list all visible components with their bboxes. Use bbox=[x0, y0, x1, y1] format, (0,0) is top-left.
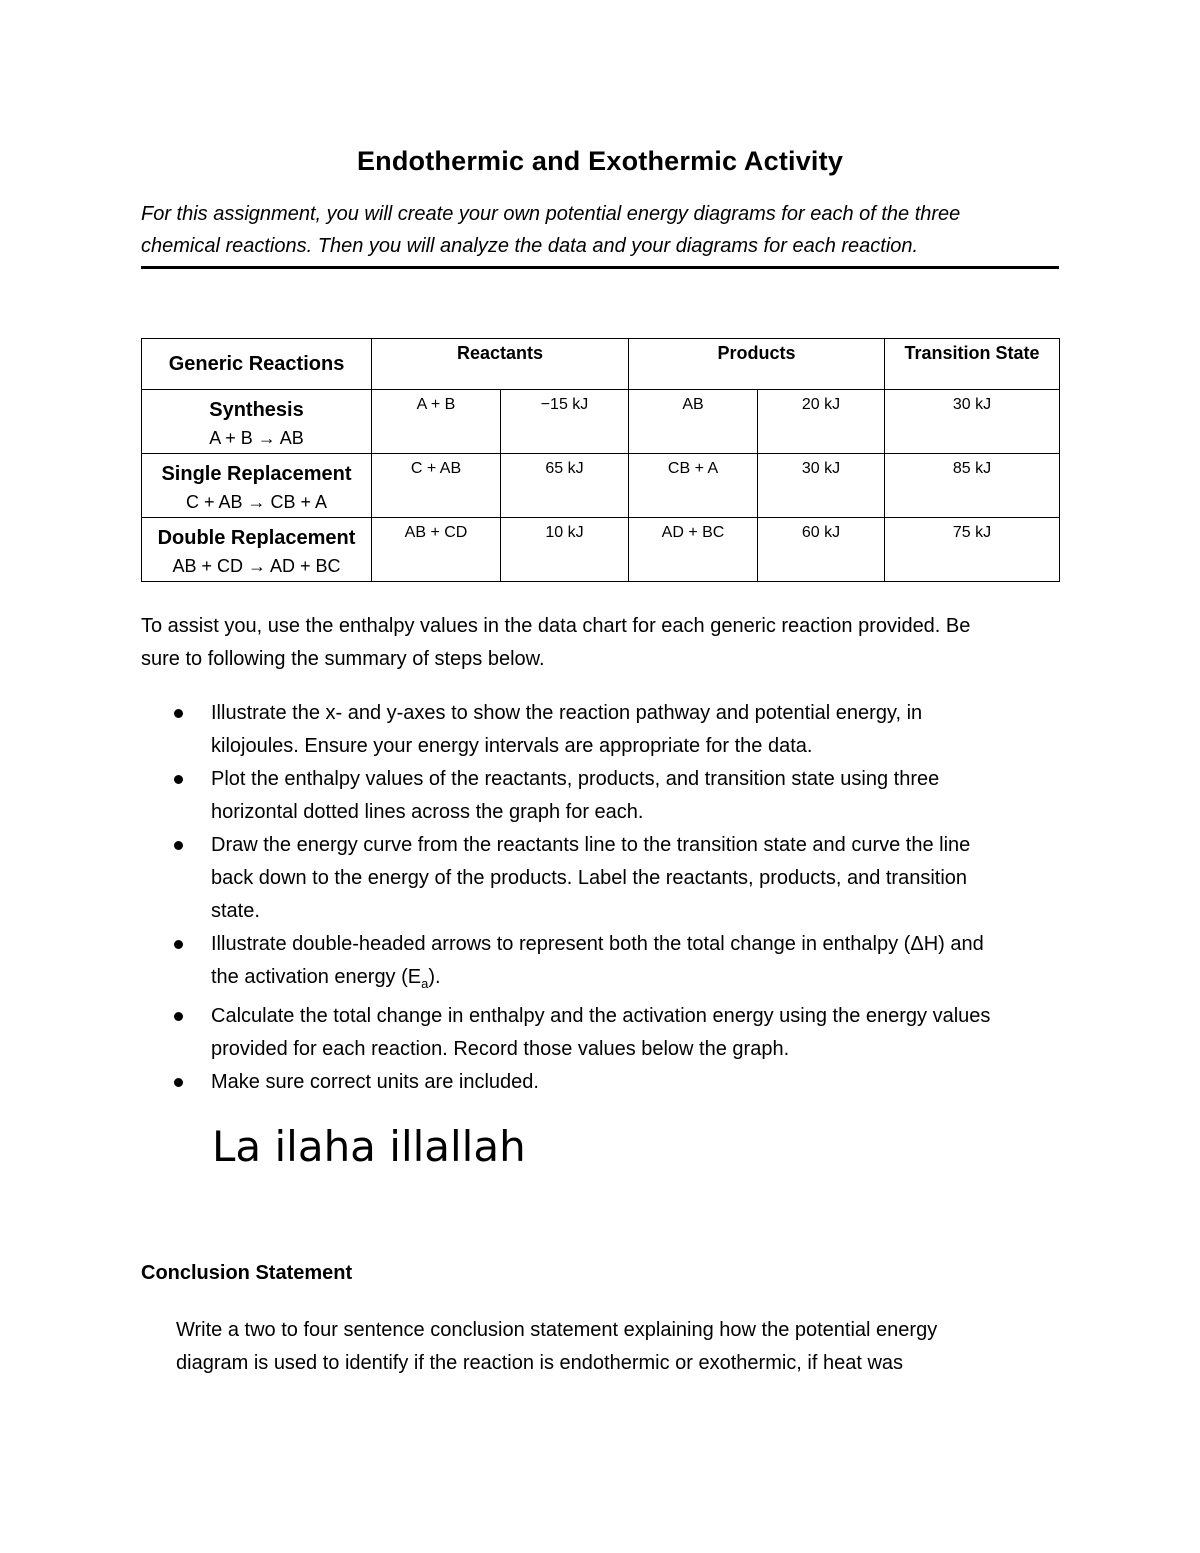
page-title: Endothermic and Exothermic Activity bbox=[356, 146, 844, 176]
table-row bbox=[142, 454, 1060, 518]
reaction-name: Synthesis bbox=[209, 399, 304, 421]
list-item bbox=[211, 928, 1081, 1000]
reaction-name: Single Replacement bbox=[161, 463, 352, 485]
steps-list bbox=[211, 697, 1081, 1099]
step-text: ). bbox=[428, 966, 441, 988]
header-generic-reactions: Generic Reactions bbox=[142, 339, 372, 390]
header-reactants: Reactants bbox=[372, 339, 629, 390]
step-line: kilojoules. Ensure your energy intervals are appropriate for the data. bbox=[211, 735, 813, 757]
list-item bbox=[211, 697, 1081, 763]
subscript-a: a bbox=[421, 976, 429, 991]
product-energy-cell: 60 kJ bbox=[758, 518, 885, 582]
reactant-cell: AB + CD bbox=[372, 518, 501, 582]
reaction-equation: A + B → AB bbox=[209, 428, 304, 448]
reactant-cell: C + AB bbox=[372, 454, 501, 518]
list-item bbox=[211, 763, 1081, 829]
transition-energy-cell: 30 kJ bbox=[885, 390, 1060, 454]
list-item bbox=[211, 1000, 1081, 1066]
conclusion-heading: Conclusion Statement bbox=[141, 1262, 353, 1284]
assist-paragraph bbox=[141, 610, 1071, 676]
assist-line: sure to following the summary of steps below. bbox=[141, 648, 545, 670]
table-header-row bbox=[142, 339, 1060, 390]
step-line: provided for each reaction. Record those values below the graph. bbox=[211, 1038, 790, 1060]
reactant-energy-cell: 10 kJ bbox=[501, 518, 629, 582]
conclusion-line: diagram is used to identify if the reaction is endothermic or exothermic, if heat was bbox=[176, 1352, 904, 1374]
step-line: Draw the energy curve from the reactants line to the transition state and curve the line bbox=[211, 834, 971, 856]
table-row bbox=[142, 518, 1060, 582]
product-energy-cell: 20 kJ bbox=[758, 390, 885, 454]
intro-paragraph bbox=[141, 198, 1059, 269]
product-cell: AB bbox=[629, 390, 758, 454]
reactant-energy-cell: −15 kJ bbox=[501, 390, 629, 454]
step-line: Plot the enthalpy values of the reactants, products, and transition state using three bbox=[211, 768, 940, 790]
conclusion-paragraph bbox=[176, 1314, 1076, 1380]
reaction-equation: AB + CD → AD + BC bbox=[172, 556, 341, 576]
reaction-name-cell bbox=[142, 454, 372, 518]
transition-energy-cell: 85 kJ bbox=[885, 454, 1060, 518]
product-cell: CB + A bbox=[629, 454, 758, 518]
step-line: Make sure correct units are included. bbox=[211, 1071, 539, 1093]
list-item bbox=[211, 829, 1081, 928]
product-energy-cell: 30 kJ bbox=[758, 454, 885, 518]
reaction-name-cell bbox=[142, 390, 372, 454]
large-text: La ilaha illallah bbox=[212, 1122, 526, 1171]
step-line: horizontal dotted lines across the graph for each. bbox=[211, 801, 644, 823]
intro-line: For this assignment, you will create your own potential energy diagrams for each of the three bbox=[141, 203, 961, 225]
step-line: Calculate the total change in enthalpy and the activation energy using the energy values bbox=[211, 1005, 991, 1027]
table-row bbox=[142, 390, 1060, 454]
reaction-name: Double Replacement bbox=[157, 527, 356, 549]
reaction-equation: C + AB → CB + A bbox=[185, 492, 328, 512]
step-line: back down to the energy of the products. Label the reactants, products, and transition bbox=[211, 867, 968, 889]
step-line: state. bbox=[211, 900, 260, 922]
reactant-cell: A + B bbox=[372, 390, 501, 454]
reactant-energy-cell: 65 kJ bbox=[501, 454, 629, 518]
reaction-name-cell bbox=[142, 518, 372, 582]
header-products: Products bbox=[629, 339, 885, 390]
step-line: Illustrate double-headed arrows to represent both the total change in enthalpy (ΔH) and bbox=[211, 933, 984, 955]
list-item bbox=[211, 1066, 1081, 1099]
assist-line: To assist you, use the enthalpy values in the data chart for each generic reaction provided. Be bbox=[141, 615, 971, 637]
step-line bbox=[211, 961, 1081, 1000]
step-line: Illustrate the x- and y-axes to show the reaction pathway and potential energy, in bbox=[211, 702, 923, 724]
step-text: the activation energy (E bbox=[211, 966, 422, 988]
transition-energy-cell: 75 kJ bbox=[885, 518, 1060, 582]
header-transition-state: Transition State bbox=[885, 339, 1060, 390]
reaction-data-table bbox=[141, 338, 1060, 582]
conclusion-line: Write a two to four sentence conclusion statement explaining how the potential energy bbox=[176, 1319, 938, 1341]
intro-line: chemical reactions. Then you will analyze the data and your diagrams for each reaction. bbox=[141, 235, 919, 257]
product-cell: AD + BC bbox=[629, 518, 758, 582]
